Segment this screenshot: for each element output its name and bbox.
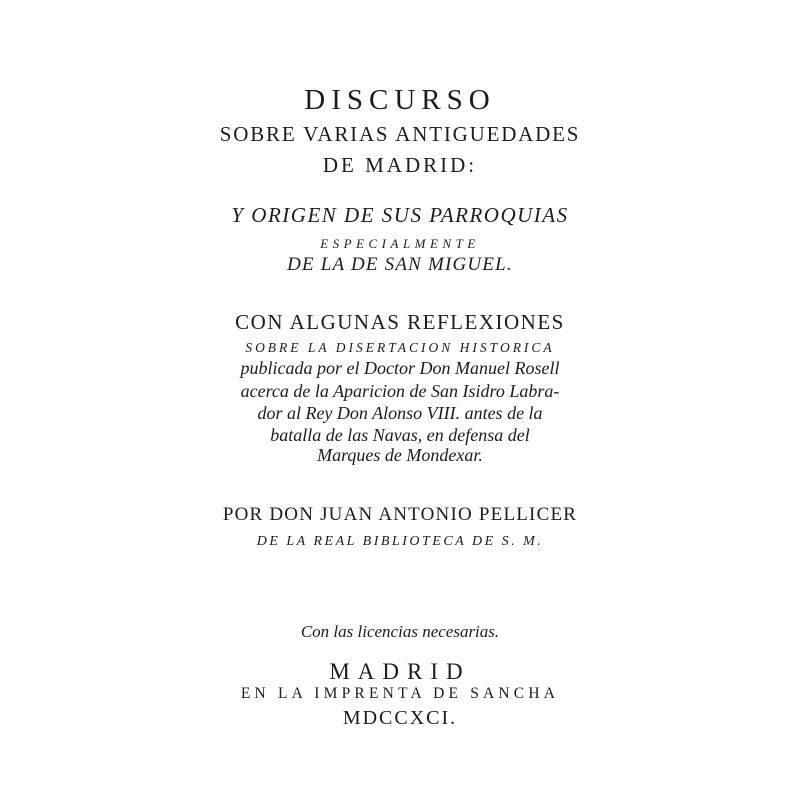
- author-affiliation: DE LA REAL BIBLIOTECA DE S. M.: [256, 534, 544, 549]
- reflections-body-line: batalla de las Navas, en defensa del: [270, 425, 530, 445]
- imprint-year: MDCCXCI.: [342, 707, 458, 729]
- reflections-body-line: publicada por el Doctor Don Manuel Rosell: [240, 358, 560, 378]
- reflections-subheading: SOBRE LA DISERTACION HISTORICA: [245, 340, 555, 355]
- author-name: POR DON JUAN ANTONIO PELLICER: [222, 504, 578, 525]
- licenses-note: Con las licencias necesarias.: [300, 622, 500, 641]
- origin-line-3: DE LA DE SAN MIGUEL.: [287, 254, 513, 275]
- reflections-heading: CON ALGUNAS REFLEXIONES: [235, 310, 565, 334]
- reflections-body-line: dor al Rey Don Alonso VIII. antes de la: [257, 403, 543, 423]
- reflections-body-line: acerca de la Aparicion de San Isidro Labra-: [240, 381, 560, 401]
- imprint-press: EN LA IMPRENTA DE SANCHA: [240, 685, 560, 702]
- origin-line-1: Y ORIGEN DE SUS PARROQUIAS: [231, 203, 569, 227]
- imprint-city: MADRID: [329, 659, 471, 684]
- subtitle-line-1: SOBRE VARIAS ANTIGUEDADES: [219, 122, 581, 146]
- origin-line-2: ESPECIALMENTE: [320, 236, 480, 251]
- reflections-body-line: Marques de Mondexar.: [317, 445, 483, 465]
- subtitle-line-2: DE MADRID:: [322, 153, 478, 177]
- book-title: DISCURSO: [304, 84, 496, 116]
